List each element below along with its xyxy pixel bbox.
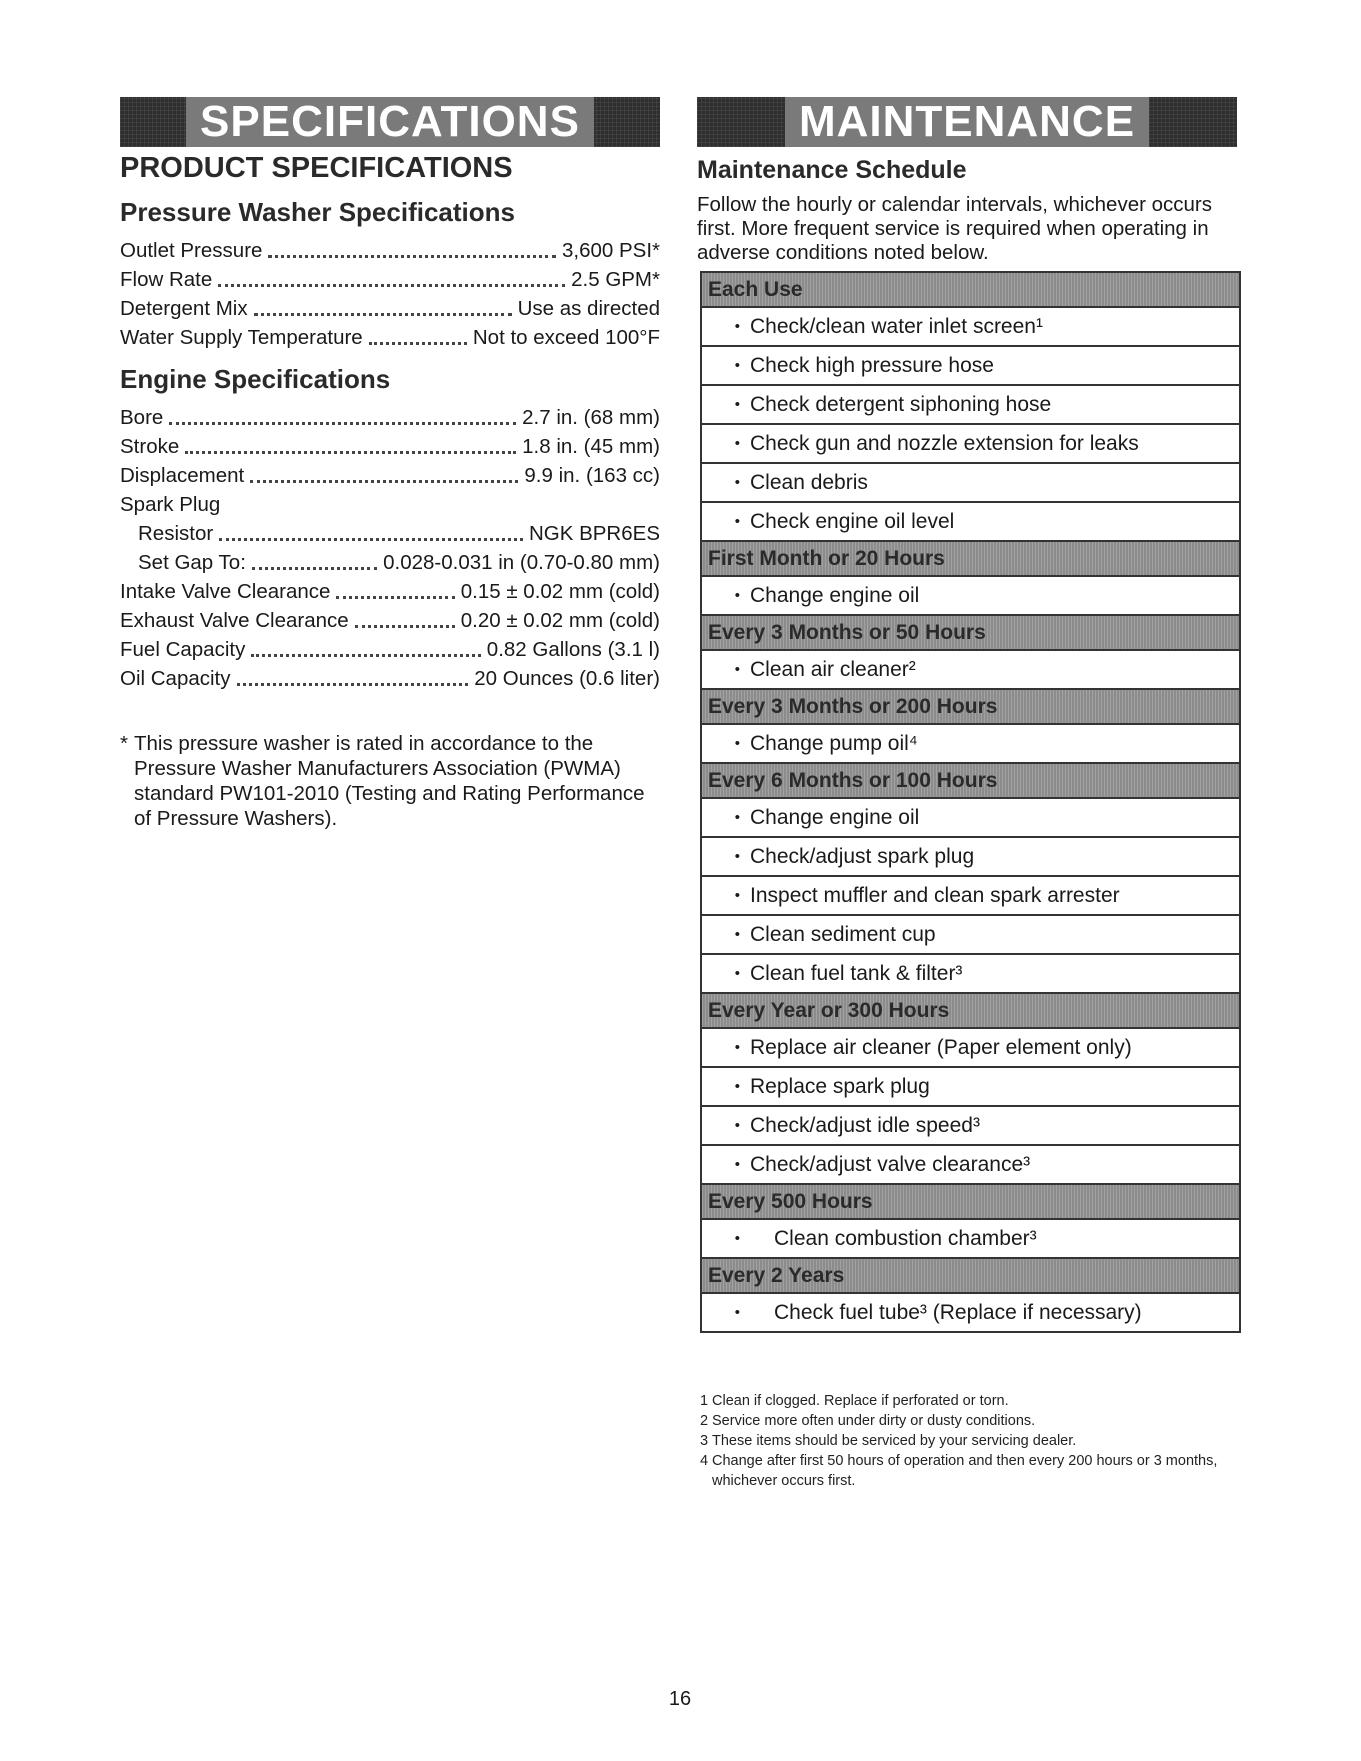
spec-label: Oil Capacity — [120, 667, 231, 690]
schedule-task-text: Change pump oil⁴ — [750, 731, 918, 755]
schedule-task-text: Check/adjust idle speed³ — [750, 1113, 980, 1137]
specifications-column — [120, 152, 660, 831]
schedule-task-text: Check detergent siphoning hose — [750, 392, 1052, 416]
rating-note-text: This pressure washer is rated in accordance to the Pressure Washer Manufacturers Association (PWMA) standard PW101-2010 (Testing and Rating Performance of Pressure Washers). — [134, 732, 645, 830]
spec-value: 0.028-0.031 in (0.70-0.80 mm) — [383, 551, 660, 574]
schedule-task-row — [702, 955, 1239, 994]
dot-leader — [355, 625, 455, 628]
bullet-icon: • — [734, 887, 740, 904]
schedule-task-text: Replace air cleaner (Paper element only) — [750, 1035, 1132, 1059]
spec-row — [120, 459, 660, 488]
bullet-icon: • — [734, 513, 740, 530]
schedule-section-heading — [702, 1259, 1239, 1294]
schedule-task-row — [702, 1029, 1239, 1068]
dot-leader — [251, 654, 480, 657]
spec-row — [120, 401, 660, 430]
spec-row — [120, 430, 660, 459]
schedule-task-row — [702, 1294, 1239, 1331]
bullet-icon: • — [734, 809, 740, 826]
spec-row — [120, 292, 660, 321]
schedule-task-row — [702, 1068, 1239, 1107]
pressure-specs-list — [120, 234, 660, 350]
spec-value: 2.7 in. (68 mm) — [522, 406, 660, 429]
bullet-icon: • — [734, 661, 740, 678]
product-specifications-title: PRODUCT SPECIFICATIONS — [120, 152, 513, 184]
schedule-section-label: Every 6 Months or 100 Hours — [708, 768, 998, 792]
engine-specs-heading: Engine Specifications — [120, 364, 391, 394]
schedule-task-text: Clean air cleaner² — [750, 657, 916, 681]
dot-leader — [369, 342, 467, 345]
footnote-text: Service more often under dirty or dusty conditions. — [712, 1413, 1036, 1429]
bullet-icon: • — [734, 1230, 740, 1247]
bullet-icon: • — [734, 1117, 740, 1134]
spec-value: 1.8 in. (45 mm) — [522, 435, 660, 458]
bullet-icon: • — [734, 926, 740, 943]
footnote-text: Change after first 50 hours of operation and then every 200 hours or 3 months, whichever occurs first. — [712, 1453, 1218, 1489]
footnote — [700, 1451, 1240, 1491]
specifications-banner — [120, 97, 660, 147]
spec-label: Outlet Pressure — [120, 239, 263, 262]
spec-row — [120, 546, 660, 575]
schedule-task-text: Clean fuel tank & filter³ — [750, 961, 963, 985]
spec-row — [120, 234, 660, 263]
schedule-section-heading — [702, 542, 1239, 577]
note-asterisk: * — [120, 732, 128, 755]
schedule-task-row — [702, 1220, 1239, 1259]
spec-label: Displacement — [120, 464, 245, 487]
schedule-task-text: Clean sediment cup — [750, 922, 936, 946]
schedule-section-label: Every 500 Hours — [708, 1189, 873, 1213]
footnote-number: 4 — [700, 1453, 709, 1469]
schedule-task-text: Check/adjust valve clearance³ — [750, 1152, 1031, 1176]
schedule-task-text: Check high pressure hose — [750, 353, 994, 377]
spec-row — [120, 517, 660, 546]
bullet-icon: • — [734, 474, 740, 491]
schedule-section-label: First Month or 20 Hours — [708, 546, 945, 570]
schedule-task-text: Check engine oil level — [750, 509, 955, 533]
dot-leader — [252, 567, 377, 570]
rating-note — [120, 731, 660, 831]
schedule-task-row — [702, 838, 1239, 877]
schedule-section-heading — [702, 764, 1239, 799]
bullet-icon: • — [734, 735, 740, 752]
engine-specs-list — [120, 401, 660, 488]
schedule-task-row — [702, 1107, 1239, 1146]
bullet-icon: • — [734, 396, 740, 413]
schedule-task-text: Check fuel tube³ (Replace if necessary) — [774, 1300, 1142, 1324]
bullet-icon: • — [734, 587, 740, 604]
schedule-section-heading — [702, 273, 1239, 308]
schedule-section-label: Every 2 Years — [708, 1263, 845, 1287]
maintenance-schedule-table — [700, 271, 1241, 1333]
bullet-icon: • — [734, 1078, 740, 1095]
bullet-icon: • — [734, 965, 740, 982]
dot-leader — [169, 422, 516, 425]
spec-label: Resistor — [138, 522, 214, 545]
dot-leader — [185, 451, 516, 454]
bullet-icon: • — [734, 318, 740, 335]
schedule-section-label: Every 3 Months or 200 Hours — [708, 694, 998, 718]
spec-value: 20 Ounces (0.6 liter) — [474, 667, 660, 690]
schedule-task-text: Check/clean water inlet screen¹ — [750, 314, 1043, 338]
spec-row — [120, 575, 660, 604]
schedule-section-heading — [702, 994, 1239, 1029]
schedule-task-row — [702, 1146, 1239, 1185]
maintenance-schedule-title: Maintenance Schedule — [697, 156, 967, 184]
schedule-task-row — [702, 503, 1239, 542]
schedule-task-row — [702, 877, 1239, 916]
maintenance-banner — [697, 97, 1237, 147]
schedule-task-text: Check gun and nozzle extension for leaks — [750, 431, 1139, 455]
maintenance-banner-text: MAINTENANCE — [785, 97, 1149, 147]
schedule-task-row — [702, 725, 1239, 764]
schedule-task-text: Change engine oil — [750, 583, 920, 607]
spec-value: 2.5 GPM* — [571, 268, 660, 291]
schedule-task-text: Change engine oil — [750, 805, 920, 829]
bullet-icon: • — [734, 435, 740, 452]
spec-value: 9.9 in. (163 cc) — [524, 464, 660, 487]
dot-leader — [237, 683, 469, 686]
schedule-task-text: Replace spark plug — [750, 1074, 930, 1098]
spec-label: Stroke — [120, 435, 180, 458]
footnote-number: 3 — [700, 1433, 709, 1449]
dot-leader — [336, 596, 454, 599]
spark-plug-label: Spark Plug — [120, 493, 221, 516]
dot-leader — [218, 284, 565, 287]
spec-value: 0.20 ± 0.02 mm (cold) — [460, 609, 660, 632]
spec-label: Detergent Mix — [120, 297, 248, 320]
footnotes — [700, 1391, 1240, 1491]
page-number: 16 — [668, 1688, 692, 1710]
footnote-text: Clean if clogged. Replace if perforated or torn. — [712, 1393, 1009, 1409]
schedule-section-heading — [702, 1185, 1239, 1220]
schedule-task-row — [702, 799, 1239, 838]
spec-value: Not to exceed 100°F — [472, 326, 660, 349]
engine-specs-list-continued — [120, 575, 660, 691]
schedule-task-row — [702, 386, 1239, 425]
dot-leader — [219, 538, 523, 541]
spec-label: Flow Rate — [120, 268, 213, 291]
dot-leader — [268, 255, 556, 258]
footnote — [700, 1431, 1240, 1451]
schedule-section-label: Each Use — [708, 277, 803, 301]
footnote — [700, 1391, 1240, 1411]
schedule-task-text: Inspect muffler and clean spark arrester — [750, 883, 1120, 907]
spec-value: 0.15 ± 0.02 mm (cold) — [460, 580, 660, 603]
schedule-task-row — [702, 916, 1239, 955]
schedule-task-row — [702, 425, 1239, 464]
spec-row — [120, 263, 660, 292]
dot-leader — [254, 313, 512, 316]
schedule-task-row — [702, 347, 1239, 386]
bullet-icon: • — [734, 357, 740, 374]
schedule-section-label: Every 3 Months or 50 Hours — [708, 620, 986, 644]
spec-row — [120, 633, 660, 662]
spec-label: Fuel Capacity — [120, 638, 246, 661]
schedule-task-text: Clean combustion chamber³ — [774, 1226, 1037, 1250]
bullet-icon: • — [734, 848, 740, 865]
spec-label: Bore — [120, 406, 164, 429]
spec-row — [120, 604, 660, 633]
footnote — [700, 1411, 1240, 1431]
schedule-task-text: Clean debris — [750, 470, 868, 494]
schedule-section-heading — [702, 690, 1239, 725]
bullet-icon: • — [734, 1156, 740, 1173]
spec-value: Use as directed — [517, 297, 660, 320]
schedule-task-row — [702, 651, 1239, 690]
spec-label: Intake Valve Clearance — [120, 580, 331, 603]
spec-value: 3,600 PSI* — [561, 239, 660, 262]
spec-value: NGK BPR6ES — [528, 522, 660, 545]
schedule-task-text: Check/adjust spark plug — [750, 844, 975, 868]
maintenance-intro: Follow the hourly or calendar intervals, whichever occurs first. More frequent service is required when operating in adverse conditions noted below. — [697, 193, 1213, 264]
spec-label: Set Gap To: — [138, 551, 246, 574]
bullet-icon: • — [734, 1039, 740, 1056]
schedule-task-row — [702, 577, 1239, 616]
specifications-banner-text: SPECIFICATIONS — [186, 97, 594, 147]
pressure-washer-specs-heading: Pressure Washer Specifications — [120, 197, 515, 227]
footnote-text: These items should be serviced by your servicing dealer. — [712, 1433, 1077, 1449]
schedule-section-heading — [702, 616, 1239, 651]
footnote-number: 2 — [700, 1413, 709, 1429]
schedule-task-row — [702, 308, 1239, 347]
spec-row — [120, 662, 660, 691]
schedule-section-label: Every Year or 300 Hours — [708, 998, 950, 1022]
dot-leader — [250, 480, 518, 483]
spec-row — [120, 321, 660, 350]
spec-label: Water Supply Temperature — [120, 326, 363, 349]
spark-plug-specs-list — [120, 517, 660, 575]
bullet-icon: • — [734, 1304, 740, 1321]
footnote-number: 1 — [700, 1393, 709, 1409]
spec-label: Exhaust Valve Clearance — [120, 609, 349, 632]
maintenance-column — [697, 152, 1242, 271]
schedule-task-row — [702, 464, 1239, 503]
spec-value: 0.82 Gallons (3.1 l) — [486, 638, 660, 661]
